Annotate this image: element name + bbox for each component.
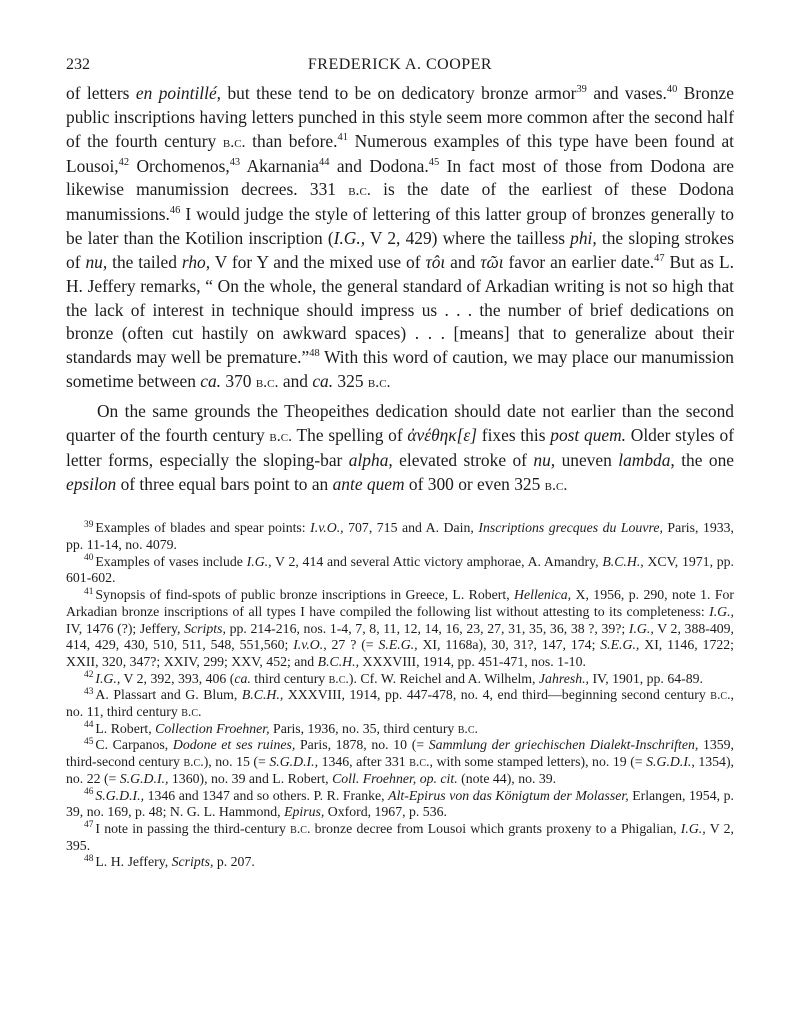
italic-text: nu, <box>533 449 556 470</box>
text-run: and vases. <box>586 83 667 103</box>
text-run: p. 207. <box>213 854 255 870</box>
footnote <box>66 721 734 738</box>
italic-text: Scripts, <box>184 620 226 636</box>
page-header <box>66 56 734 82</box>
text-run: XXXVIII, 1914, pp. 447-478, no. 4, end third—beginning second century <box>283 687 711 703</box>
italic-text: rho, <box>181 251 211 272</box>
italic-text: Sammlung der griechischen Dialekt-Inschriften, <box>428 737 699 753</box>
footnote-ref: 39 <box>576 84 587 96</box>
text-run: is the date of the earliest of these Dodona manumissions. <box>66 179 734 225</box>
text-run: IV, 1901, pp. 64-89. <box>589 670 703 686</box>
footnote <box>66 587 734 671</box>
small-caps-text: b.c. <box>710 687 731 703</box>
footnote <box>66 554 734 587</box>
small-caps-text: b.c. <box>255 374 279 392</box>
footnote-number: 39 <box>84 519 94 530</box>
footnote <box>66 821 734 854</box>
text-run: With this word of caution, we may place our manumission sometime between <box>66 347 734 392</box>
text-run: bronze decree from Lousoi which grants proxeny to a Phigalian, <box>310 821 681 836</box>
footnote-number: 48 <box>84 853 94 864</box>
text-run: On the same grounds the Theopeithes dedication should date not earlier than the second quarter of the fourth century <box>66 400 734 445</box>
text-run: XCV, 1971, pp. 601-602. <box>66 553 734 586</box>
text-run: 707, 715 and A. Dain, <box>343 520 479 536</box>
italic-text: B.C.H., <box>241 687 284 703</box>
italic-text: Dodone et ses ruines, <box>172 737 296 753</box>
footnote-ref: 42 <box>118 156 130 168</box>
text-run: Paris, 1936, no. 35, third century <box>269 720 458 736</box>
text-run: , no. 11, third century <box>66 687 734 720</box>
text-run: In fact most of those from Dodona are likewise manumission decrees. 331 <box>66 155 734 200</box>
text-run: V 2, 395. <box>66 821 734 853</box>
body-paragraph-2 <box>66 400 734 497</box>
text-run: IV, 1476 (?); Jeffery, <box>66 620 185 636</box>
italic-text: lambda, <box>618 449 675 470</box>
text-run: V 2, 429) where the tailless <box>365 228 571 249</box>
text-run: but these tend to be on dedicatory bronze armor <box>221 83 577 103</box>
italic-text: Jahresh., <box>538 670 589 686</box>
italic-text: S.G.D.I., <box>646 754 695 770</box>
italic-text: post quem. <box>550 424 627 445</box>
italic-text: I.G., <box>680 821 706 836</box>
text-run: than before. <box>245 130 338 151</box>
small-caps-text: b.c. <box>544 476 568 494</box>
italic-text: epsilon <box>66 473 117 494</box>
text-run: and Dodona. <box>329 155 429 176</box>
text-run: 1360), no. 39 and L. Robert, <box>168 770 333 786</box>
italic-text: Scripts, <box>171 854 214 870</box>
italic-text: B.C.H., <box>602 553 644 569</box>
text-run: ), no. 15 (= <box>203 754 270 770</box>
footnote-ref: 48 <box>309 348 320 360</box>
footnote <box>66 687 734 720</box>
italic-text: Collection Froehner, <box>155 720 270 736</box>
text-run: L. H. Jeffery, <box>95 854 172 870</box>
text-run: X, 1956, p. 290, note 1. For Arkadian bronze inscriptions of all types I have compiled the following list without attesting to its completeness: <box>66 587 734 619</box>
text-run: XI, 1168a), 30, 31?, 147, 174; <box>417 637 601 653</box>
text-run: and <box>278 371 313 392</box>
running-head: FREDERICK A. COOPER <box>307 56 493 73</box>
footnote-number: 40 <box>84 553 94 564</box>
footnote-number: 46 <box>84 787 94 797</box>
footnote <box>66 788 734 821</box>
italic-text: I.G., <box>246 553 272 569</box>
footnote-number: 45 <box>84 736 94 747</box>
text-run: of 300 or even 325 <box>404 473 545 494</box>
body-paragraph-1 <box>66 82 734 395</box>
small-caps-text: b.c. <box>222 133 246 151</box>
footnote-number: 44 <box>84 720 94 731</box>
italic-text: Alt-Epirus von das Königtum der Molasser, <box>388 787 629 803</box>
italic-text: τôι <box>425 251 446 272</box>
text-run: , with some stamped letters), no. 19 (= <box>429 754 647 770</box>
italic-text: I.G., <box>95 670 121 686</box>
small-caps-text: b.c. <box>183 754 204 770</box>
footnote-ref: 44 <box>319 156 330 168</box>
text-run: favor an earlier date. <box>503 251 655 272</box>
small-caps-text: b.c. <box>181 704 202 720</box>
text-run: Oxford, 1967, p. 536. <box>324 804 447 820</box>
page <box>66 56 734 871</box>
footnote-ref: 41 <box>337 131 348 143</box>
small-caps-text: b.c. <box>290 821 311 836</box>
italic-text: ca. <box>234 670 251 686</box>
text-run: XXXVIII, 1914, pp. 451-471, nos. 1-10. <box>359 653 586 669</box>
footnote-number: 42 <box>84 670 94 681</box>
text-run: L. Robert, <box>95 720 156 736</box>
small-caps-text: b.c. <box>409 754 430 770</box>
text-run: V 2, 392, 393, 406 ( <box>120 670 235 686</box>
italic-text: I.v.O., <box>310 520 344 536</box>
text-run: I would judge the style of lettering of this latter group of bronzes generally to be later than the Kotilion inscription ( <box>66 204 734 249</box>
italic-text: Epirus, <box>284 804 325 820</box>
text-run: 27 ? (= <box>326 637 379 653</box>
italic-text: I.G., <box>628 620 654 636</box>
text-run: I note in passing the third-century <box>95 821 291 836</box>
footnote-ref: 43 <box>229 156 241 168</box>
italic-text: S.G.D.I., <box>119 770 169 786</box>
text-run: 1354), no. 22 (= <box>66 754 734 786</box>
footnote-number: 43 <box>84 686 94 697</box>
text-run: Numerous examples of this type have been found at Lousoi, <box>66 130 734 176</box>
text-run: 1346, after 331 <box>318 754 410 770</box>
text-run: the tailed <box>107 251 182 272</box>
italic-text: Inscriptions grecques du Louvre, <box>478 520 663 536</box>
text-run: (note 44), no. 39. <box>457 770 557 786</box>
text-run: V for Y and the mixed use of <box>210 251 426 272</box>
italic-text: alpha, <box>348 449 393 470</box>
footnote-number: 47 <box>84 820 94 831</box>
text-run: V 2, 414 and several Attic victory amphorae, A. Amandry, <box>271 553 603 569</box>
italic-text: Coll. Froehner, op. cit. <box>332 770 458 786</box>
text-run: 370 <box>221 371 256 392</box>
text-run: fixes this <box>477 424 551 445</box>
italic-text: ἀνέθηκ[ε] <box>407 424 478 445</box>
italic-text: ca. <box>312 371 334 392</box>
text-run: Bronze public inscriptions having letters punched in this style seem more common after the second half of the fourth century <box>66 83 734 151</box>
footnote-ref: 46 <box>169 205 181 217</box>
italic-text: Hellenica, <box>514 587 572 603</box>
footnote-ref: 45 <box>428 156 440 168</box>
text-run: of three equal bars point to an <box>116 473 333 494</box>
text-run: Paris, 1933, pp. 11-14, no. 4079. <box>66 520 734 553</box>
footnote <box>66 520 734 553</box>
text-run: pp. 214-216, nos. 1-4, 7, 8, 11, 12, 14, 16, 23, 27, 31, 35, 36, 38 ?, 39?; <box>225 620 629 636</box>
small-caps-text: b.c. <box>457 720 479 736</box>
text-run: ). Cf. W. Reichel and A. Wilhelm, <box>348 670 539 686</box>
italic-text: I.v.O., <box>293 637 327 653</box>
text-run: The spelling of <box>292 424 408 445</box>
italic-text: nu, <box>85 251 108 272</box>
italic-text: ante quem <box>332 473 405 494</box>
text-run: and <box>445 251 481 272</box>
text-run: V 2, 388-409, 414, 429, 430, 510, 511, 548, 551,560; <box>66 620 734 653</box>
text-run: third century <box>250 670 329 686</box>
text-run: A. Plassart and G. Blum, <box>95 687 242 703</box>
text-run: elevated stroke of <box>392 449 534 470</box>
small-caps-text: b.c. <box>328 670 349 686</box>
text-run: 1359, third-second century <box>66 737 735 770</box>
italic-text: I.G., <box>333 228 366 249</box>
text-run: Examples of vases include <box>95 553 247 569</box>
text-run: Paris, 1878, no. 10 (= <box>295 737 429 753</box>
text-run: uneven <box>555 449 619 470</box>
italic-text: τῶι <box>480 251 504 272</box>
footnote <box>66 671 734 688</box>
italic-text: phi, <box>570 228 597 249</box>
italic-text: en pointillé, <box>135 83 222 103</box>
text-run: of letters <box>66 83 136 103</box>
italic-text: ca. <box>200 371 222 392</box>
italic-text: S.G.D.I., <box>269 754 319 770</box>
small-caps-text: b.c. <box>348 182 371 200</box>
text-run: Synopsis of find-spots of public bronze inscriptions in Greece, L. Robert, <box>95 587 515 603</box>
footnote-number: 41 <box>84 586 94 597</box>
text-run: 325 <box>333 371 368 392</box>
small-caps-text: b.c. <box>367 374 391 392</box>
footnote <box>66 854 734 871</box>
italic-text: S.E.G., <box>378 637 418 653</box>
text-run: 1346 and 1347 and so others. P. R. Franke, <box>144 787 389 803</box>
italic-text: S.G.D.I., <box>95 787 145 803</box>
text-run: Older styles of letter forms, especially the sloping-bar <box>66 424 734 470</box>
body-text <box>66 82 734 497</box>
text-run: Akarnania <box>240 155 319 176</box>
text-run: Examples of blades and spear points: <box>95 520 311 536</box>
text-run: XI, 1146, 1722; XXII, 320, 347?; XXIV, 299; XXV, 452; and <box>66 637 734 669</box>
footnote-ref: 47 <box>654 253 665 265</box>
footnote-ref: 40 <box>666 84 678 96</box>
page-number: 232 <box>66 56 90 73</box>
text-run: Erlangen, 1954, p. 39, no. 169, p. 48; N. G. L. Hammond, <box>66 787 734 820</box>
italic-text: S.E.G., <box>600 637 640 653</box>
small-caps-text: b.c. <box>269 427 293 445</box>
text-run: C. Carpanos, <box>95 737 173 753</box>
footnotes <box>66 520 734 871</box>
italic-text: I.G., <box>709 603 734 619</box>
italic-text: B.C.H., <box>317 653 360 669</box>
text-run: Orchomenos, <box>129 155 230 176</box>
text-run: But as L. H. Jeffery remarks, “ On the whole, the general standard of Arkadian writing is not so high that the lack of interest in technique should impress us . . . the number of brief dedications on bronze (often cut hastily on awkward spaces) . . . [means] that to generalize about their standards may well be premature.” <box>66 251 734 368</box>
text-run: the sloping strokes of <box>66 228 734 272</box>
text-run: the one <box>674 449 734 470</box>
footnote <box>66 737 734 787</box>
